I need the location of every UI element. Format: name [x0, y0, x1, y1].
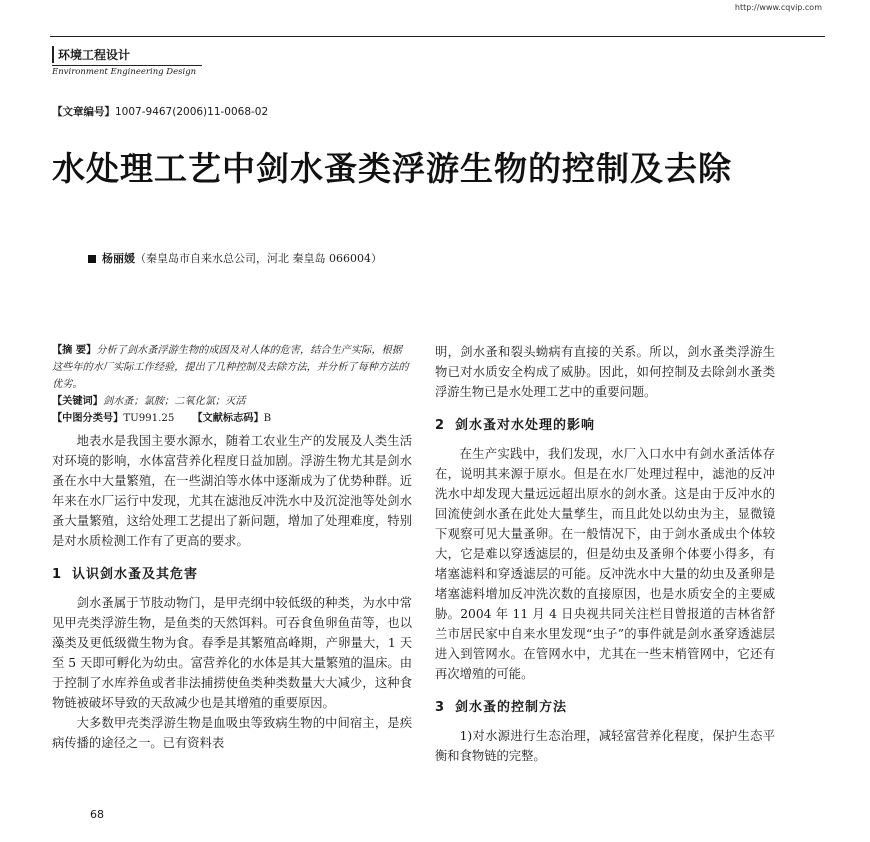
classification-value: TU991.25 [123, 413, 175, 424]
section-3-number: 3 [435, 700, 446, 715]
abstract-label: 【摘 要】 [52, 345, 97, 356]
section-3-heading [435, 698, 775, 718]
section-2-title: 剑水蚤对水处理的影响 [455, 418, 596, 433]
doc-code-value: B [263, 413, 272, 424]
section-1-title: 认识剑水蚤及其危害 [72, 567, 199, 582]
journal-name-en: Environment Engineering Design [52, 65, 202, 77]
paper-title: 水处理工艺中剑水蚤类浮游生物的控制及去除 [52, 149, 732, 188]
article-number [52, 104, 268, 119]
left-column [52, 342, 412, 753]
keywords-label: 【关键词】 [52, 396, 103, 407]
right-column [435, 342, 775, 766]
page-number: 68 [90, 808, 104, 821]
journal-name-cn: 环境工程设计 [52, 46, 202, 63]
keywords-text: 剑水蚤；氯胺；二氧化氯；灭活 [102, 396, 246, 407]
classification [52, 410, 412, 427]
section-2-number: 2 [435, 418, 446, 433]
section-1-heading [52, 565, 412, 585]
journal-header [52, 46, 202, 77]
section-3-paragraph-1: 1)对水源进行生态治理，减轻富营养化程度，保护生态平衡和食物链的完整。 [435, 729, 775, 763]
section-2-heading [435, 416, 775, 436]
site-url: http://www.cqvip.com [734, 3, 822, 12]
section-1-paragraph-2: 大多数甲壳类浮游生物是血吸虫等致病生物的中间宿主，是疾病传播的途径之一。已有资料表 [52, 716, 412, 750]
section-1-paragraph-1: 剑水蚤属于节肢动物门，是甲壳纲中较低级的种类，为水中常见甲壳类浮游生物，是鱼类的天然饵料。可吞食鱼卵鱼苗等，也以藻类及更低级微生物为食。春季是其繁殖高峰期，产卵量大，1 天至 5 天即可孵化为幼虫。富营养化的水体是其大量繁殖的温床。由于控制了水库养鱼或者非法捕捞使鱼类种类数量大大减少，这种食物链被破坏导致的天敌减少也是其增殖的重要原因。 [52, 596, 412, 710]
section-2-paragraph-1: 在生产实践中，我们发现，水厂入口水中有剑水蚤活体存在，说明其来源于原水。但是在水厂处理过程中，滤池的反冲洗水中却发现大量远远超出原水的剑水蚤。这是由于反冲水的回流使剑水蚤在此处大量孳生，而且此处以幼虫为主，显微镜下观察可见大量蚤卵。在一般情况下，由于剑水蚤成虫个体较大，它是难以穿透滤层的，但是幼虫及蚤卵个体要小得多，有堵塞滤料和穿透滤层的可能。反冲洗水中大量的幼虫及蚤卵是堵塞滤料增加反冲洗次数的直接原因，也是水质安全的主要威胁。2004 年 11 月 4 日央视共同关注栏目曾报道的吉林省舒兰市居民家中自来水里发现“虫子”的事件就是剑水蚤穿透滤层进入到管网水。在管网水中，尤其在一些末梢管网中，它还有再次增殖的可能。 [435, 447, 775, 681]
abstract-text: 分析了剑水蚤浮游生物的成因及对人体的危害，结合生产实际，根据这些年的水厂实际工作经验，提出了几种控制及去除方法，并分析了每种方法的优劣。 [52, 345, 409, 390]
intro-paragraph: 地表水是我国主要水源水，随着工农业生产的发展及人类生活对环境的影响，水体富营养化程度日益加剧。浮游生物尤其是剑水蚤在水中大量繁殖，在一些湖泊等水体中逐渐成为了优势种群。近年来在水厂运行中发现，尤其在滤池反冲洗水中及沉淀池等处剑水蚤大量繁殖，这给处理工艺提出了新问题，增加了处理难度，特别是对水质检测工作有了更高的要求。 [52, 434, 412, 548]
abstract [52, 342, 412, 393]
section-3-title: 剑水蚤的控制方法 [455, 700, 568, 715]
right-continuation-paragraph: 明，剑水蚤和裂头蚴病有直接的关系。所以，剑水蚤类浮游生物已对水质安全构成了威胁。因此，如何控制及去除剑水蚤类浮游生物已是水处理工艺中的重要问题。 [435, 345, 775, 399]
author-name: 杨丽媛 [102, 252, 135, 265]
section-1-number: 1 [52, 567, 63, 582]
square-bullet-icon [88, 255, 96, 263]
keywords [52, 393, 412, 410]
author-line [88, 250, 382, 266]
article-number-value: 1007-9467(2006)11-0068-02 [115, 106, 269, 118]
article-number-label: 【文章编号】 [52, 106, 115, 118]
doc-code-label: 【文献标志码】 [192, 413, 264, 424]
author-affiliation: （秦皇岛市自来水总公司，河北 秦皇岛 066004） [135, 252, 382, 265]
header-rule [50, 36, 825, 37]
classification-label: 【中图分类号】 [52, 413, 124, 424]
